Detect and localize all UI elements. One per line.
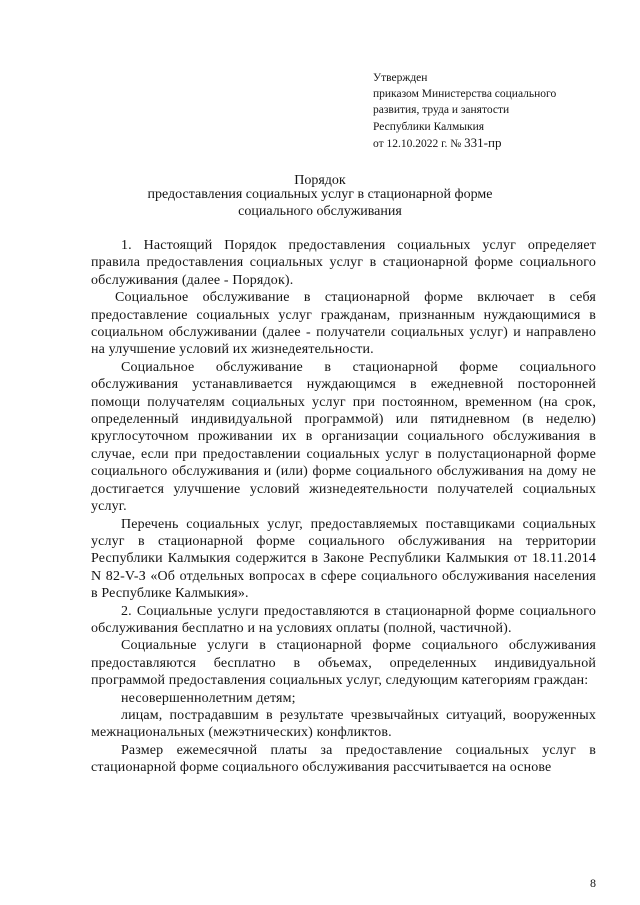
paragraph-6: Социальные услуги в стационарной форме социального обслуживания предоставляются бесплатно в объемах, определенных индивидуальной программой предоставления социальных услуг, следующим категориям граждан: [91,638,596,689]
paragraph-3: Социальное обслуживание в стационарной форме социального обслуживания устанавливается нуждающимся в ежедневной посторонней помощи получателям социальных услуг при постоянном, временном (на срок, определенный индивидуальной программой) или пятидневном (в неделю) круглосуточном проживании их в организации социального обслуживания в случае, если при предоставлении социальных услуг в полустационарной форме социального обслуживания и (или) форме социального обслуживания на дому не достигается улучшение условий жизнедеятельности получателей социальных услуг. [91,359,596,515]
paragraph-5: 2. Социальные услуги предоставляются в стационарной форме социального обслуживания бесплатно и на условиях оплаты (полной, частичной). [91,603,596,636]
paragraph-9: Размер ежемесячной платы за предоставление социальных услуг в стационарной форме социального обслуживания рассчитывается на основе [91,742,596,776]
paragraph-1: 1. Настоящий Порядок предоставления социальных услуг определяет правила предоставления социальных услуг в стационарной форме социального обслуживания (далее - Порядок). [91,238,596,288]
paragraph-7: несовершеннолетним детям; [121,690,296,706]
approval-line-approved: Утвержден [373,72,428,84]
paragraph-8: лицам, пострадавшим в результате чрезвычайных ситуаций, вооруженных межнациональных (межэтнических) конфликтов. [91,707,596,741]
page-number: 8 [590,876,596,890]
approval-line-republic: Республики Калмыкия [373,120,485,133]
document-subtitle-line1: предоставления социальных услуг в стационарной форме [147,187,493,202]
document-subtitle-line2: социального обслуживания [238,204,402,219]
document-body [91,237,596,777]
approval-date: от 12.10.2022 г. № [373,137,462,150]
paragraph-4: Перечень социальных услуг, предоставляемых поставщиками социальных услуг в стационарной форме социального обслуживания на территории Республики Калмыкия содержится в Законе Республики Калмыкия от 18.11.2014 N 82-V-З «Об отдельных вопросах в сфере социального обслуживания населения в Республике Калмыкия». [91,516,596,602]
paragraph-2: Социальное обслуживание в стационарной форме включает в себя предоставление социальных услуг гражданам, признанным нуждающимися в социальном обслуживании (далее - получатели социальных услуг) и направлено на улучшение условий их жизнедеятельности. [91,290,596,358]
approval-order-number: 331-пр [464,134,502,150]
approval-line-ministry: развития, труда и занятости [373,104,510,117]
approval-line-order: приказом Министерства социального [373,88,557,101]
document-title: Порядок [294,173,346,188]
approval-block [373,70,613,152]
approval-line-date [373,135,613,152]
